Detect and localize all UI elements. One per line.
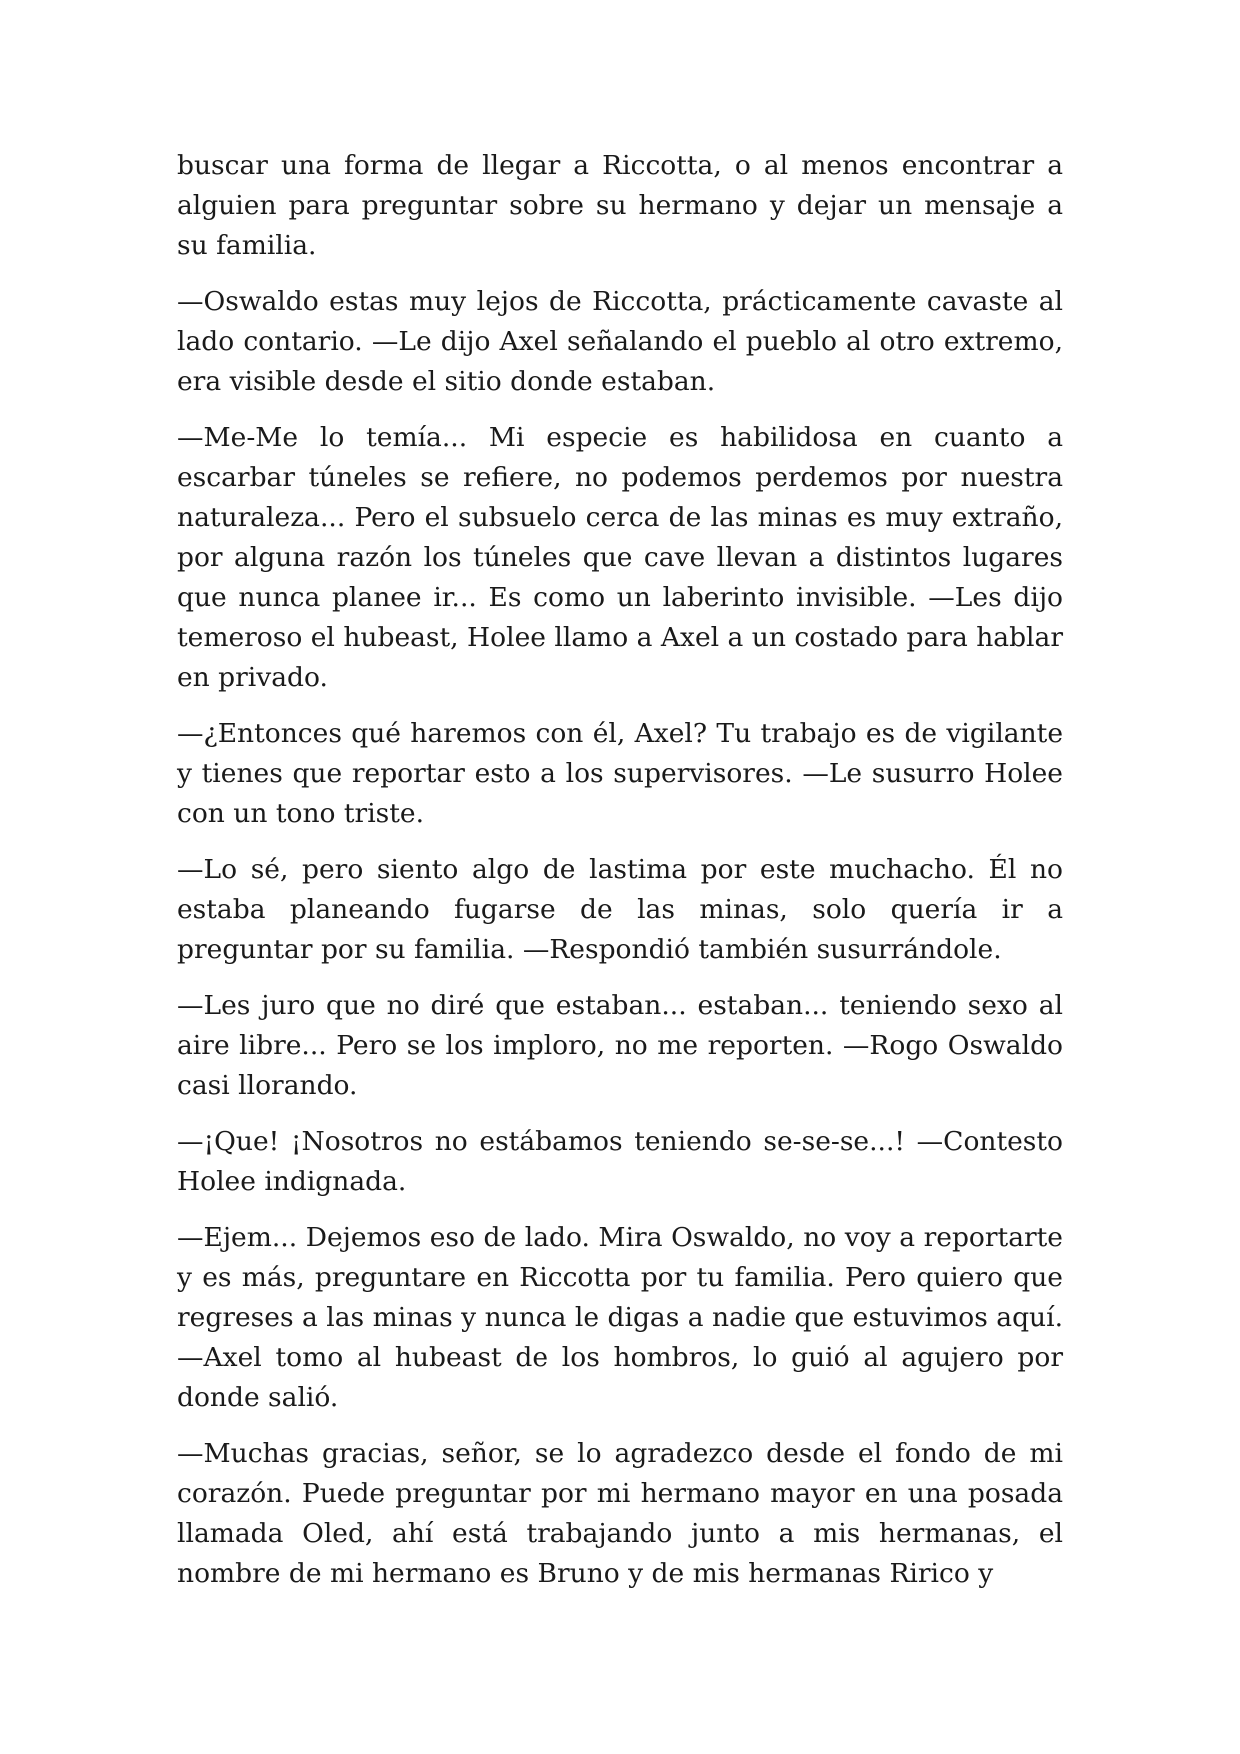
paragraph-8: —Ejem... Dejemos eso de lado. Mira Oswaldo, no voy a reportarte y es más, preguntare en Riccotta por tu familia. Pero quiero que regreses a las minas y nunca le digas a nadie que estuvimos aquí. —Axel tomo al hubeast de los hombros, lo guió al agujero por donde salió. <box>177 1222 1063 1413</box>
paragraph-4: —¿Entonces qué haremos con él, Axel? Tu trabajo es de vigilante y tienes que reportar esto a los supervisores. —Le susurro Holee con un tono triste. <box>177 718 1063 829</box>
paragraph-2: —Oswaldo estas muy lejos de Riccotta, prácticamente cavaste al lado contario. —Le dijo Axel señalando el pueblo al otro extremo, era visible desde el sitio donde estaban. <box>177 286 1063 397</box>
paragraph-9: —Muchas gracias, señor, se lo agradezco desde el fondo de mi corazón. Puede preguntar por mi hermano mayor en una posada llamada Oled, ahí está trabajando junto a mis hermanas, el nombre de mi hermano es Bruno y de mis hermanas Ririco y <box>177 1438 1063 1589</box>
body-text <box>177 146 1063 1594</box>
paragraph-5: —Lo sé, pero siento algo de lastima por este muchacho. Él no estaba planeando fugarse de las minas, solo quería ir a preguntar por su familia. —Respondió también susurrándole. <box>177 854 1063 965</box>
paragraph-1: buscar una forma de llegar a Riccotta, o al menos encontrar a alguien para preguntar sobre su hermano y dejar un mensaje a su familia. <box>177 150 1063 261</box>
paragraph-3: —Me-Me lo temía... Mi especie es habilidosa en cuanto a escarbar túneles se refiere, no podemos perdemos por nuestra naturaleza... Pero el subsuelo cerca de las minas es muy extraño, por alguna razón los túneles que cave llevan a distintos lugares que nunca planee ir... Es como un laberinto invisible. —Les dijo temeroso el hubeast, Holee llamo a Axel a un costado para hablar en privado. <box>177 422 1063 693</box>
paragraph-7: —¡Que! ¡Nosotros no estábamos teniendo se-se-se...! —Contesto Holee indignada. <box>177 1126 1063 1197</box>
paragraph-6: —Les juro que no diré que estaban... estaban... teniendo sexo al aire libre... Pero se los imploro, no me reporten. —Rogo Oswaldo casi llorando. <box>177 990 1063 1101</box>
